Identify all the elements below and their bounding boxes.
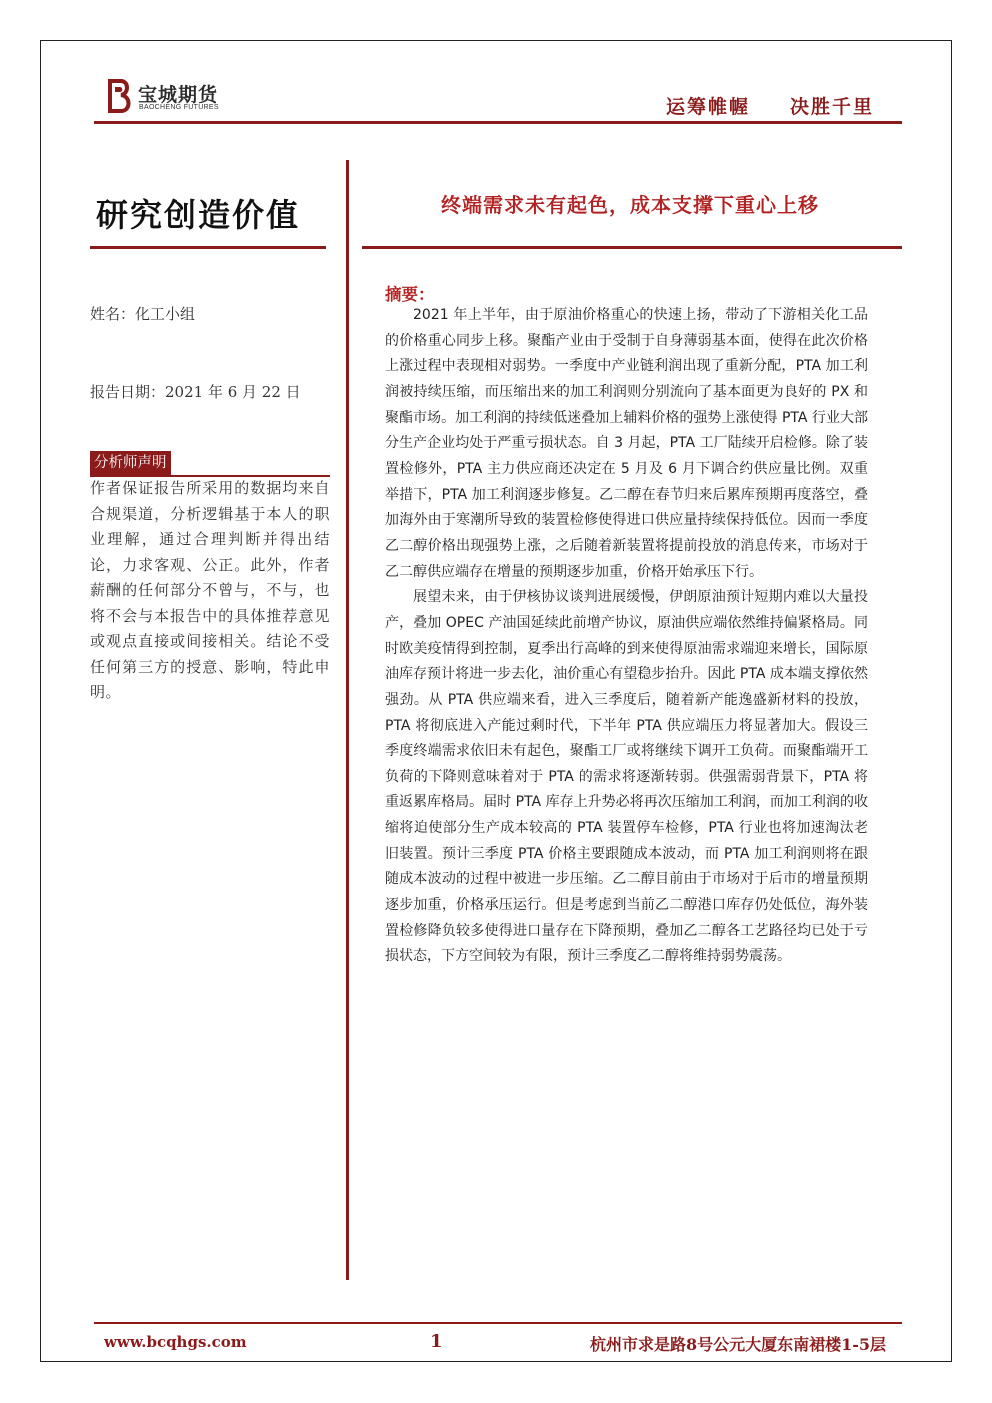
disclaimer-label: 分析师声明 (90, 451, 171, 475)
footer-website[interactable]: www.bcqhgs.com (104, 1333, 247, 1351)
report-title: 终端需求未有起色，成本支撑下重心上移 (441, 193, 819, 217)
report-title-rule (362, 246, 902, 249)
page-number: 1 (430, 1331, 443, 1352)
header-rule (94, 121, 902, 124)
slogan (666, 92, 874, 119)
disclaimer-text: 作者保证报告所采用的数据均来自合规渠道，分析逻辑基于本人的职业理解，通过合理判断并得出结论，力求客观、公正。此外，作者薪酬的任何部分不曾与，不与，也将不会与本报告中的具体推荐意见或观点直接或间接相关。结论不受任何第三方的授意、影响，特此申明。 (90, 479, 330, 701)
slogan-right: 决胜千里 (789, 96, 874, 118)
footer-rule (94, 1322, 902, 1324)
slogan-left: 运筹帷幄 (665, 96, 750, 118)
logo-english: BAOCHENG FUTURES (139, 104, 219, 111)
left-title: 研究创造价值 (96, 196, 301, 234)
paragraph: 展望未来，由于伊核协议谈判进展缓慢，伊朗原油预计短期内难以大量投产，叠加 OPEC 产油国延续此前增产协议，原油供应端依然维持偏紧格局。同时欧美疫情得到控制，夏季出行高峰的到来使得原油需求端迎来增长，国际原油库存预计将进一步去化，油价重心有望稳步抬升。因此 PTA 成本端支撑依然强劲。从 PTA 供应端来看，进入三季度后，随着新产能逸盛新材料的投放，PTA 将彻底进入产能过剩时代，下半年 PTA 供应端压力将显著加大。假设三季度终端需求依旧未有起色，聚酯工厂或将继续下调开工负荷。而聚酯端开工负荷的下降则意味着对于 PTA 的需求将逐渐转弱。供强需弱背景下，PTA 将重返累库格局。届时 PTA 库存上升势必将再次压缩加工利润，而加工利润的收缩将迫使部分生产成本较高的 PTA 装置停车检修，PTA 行业也将加速淘汰老旧装置。预计三季度 PTA 价格主要跟随成本波动，而 PTA 加工利润则将在跟随成本波动的过程中被进一步压缩。乙二醇目前由于市场对于后市的增量预期逐步加重，价格承压运行。但是考虑到当前乙二醇港口库存仍处低位，海外装置检修降负较多使得进口量存在下降预期，叠加乙二醇各工艺路径均已处于亏损状态，下方空间较为有限，预计三季度乙二醇将维持弱势震荡。 (385, 589, 868, 965)
left-title-rule (90, 246, 326, 249)
company-logo (104, 78, 254, 118)
logo-name: 宝城期货 (138, 84, 219, 106)
report-date: 报告日期：2021 年 6 月 22 日 (90, 383, 301, 401)
logo-b-icon (104, 78, 134, 114)
abstract-heading: 摘要： (385, 285, 435, 304)
abstract-body (385, 303, 868, 970)
author: 姓名：化工小组 (90, 305, 196, 323)
paragraph: 2021 年上半年，由于原油价格重心的快速上扬，带动了下游相关化工品的价格重心同步上移。聚酯产业由于受制于自身薄弱基本面，使得在此次价格上涨过程中表现相对弱势。一季度中产业链利润出现了重新分配，PTA 加工利润被持续压缩，而压缩出来的加工利润则分别流向了基本面更为良好的 PX 和聚酯市场。加工利润的持续低迷叠加上辅料价格的强势上涨使得 PTA 行业大部分生产企业均处于严重亏损状态。自 3 月起，PTA 工厂陆续开启检修。除了装置检修外，PTA 主力供应商还决定在 5 月及 6 月下调合约供应量比例。双重举措下，PTA 加工利润逐步修复。乙二醇在春节归来后累库预期再度落空，叠加海外由于寒潮所导致的装置检修使得进口供应量持续保持低位。因而一季度乙二醇价格出现强势上涨，之后随着新装置将提前投放的消息传来，市场对于乙二醇供应端存在增量的预期逐步加重，价格开始承压下行。 (385, 307, 868, 580)
footer-address: 杭州市求是路8号公元大厦东南裙楼1-5层 (589, 1335, 886, 1354)
column-divider (346, 160, 349, 1280)
